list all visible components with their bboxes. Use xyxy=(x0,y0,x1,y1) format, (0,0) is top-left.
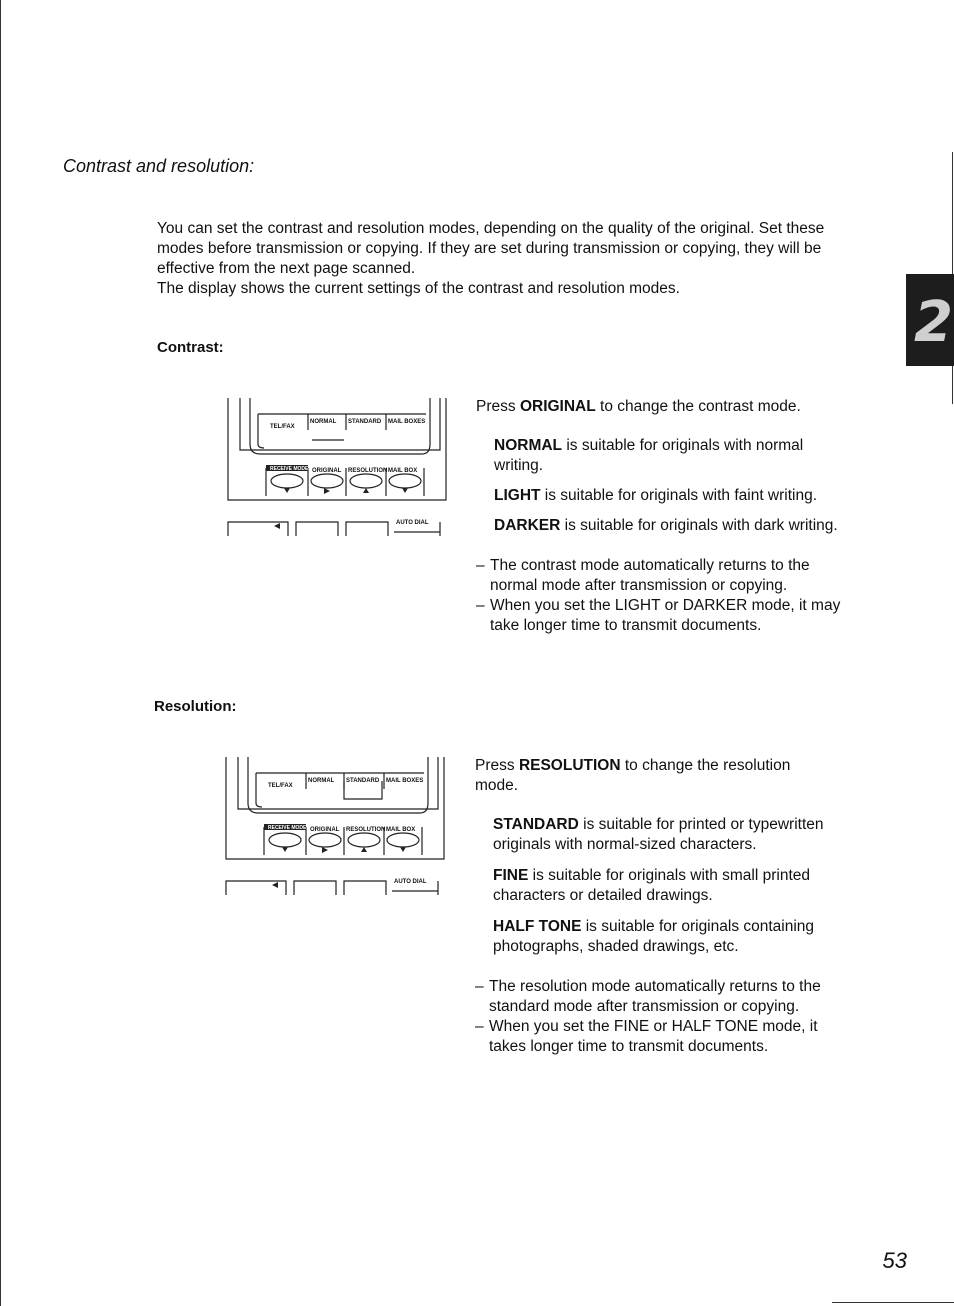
mail-box-label: MAIL BOX xyxy=(386,827,416,833)
intro-text xyxy=(157,219,869,299)
contrast-mode-list xyxy=(494,436,844,536)
contrast-mode-normal: NORMAL is suitable for originals with normal writing. xyxy=(494,437,804,474)
resolution-mode-standard: STANDARD is suitable for printed or typewritten originals with normal-sized characters. xyxy=(493,816,824,853)
resolution-press-suffix: to change the resolution mode. xyxy=(475,757,791,794)
mail-boxes-label: MAIL BOXES xyxy=(386,778,424,784)
receive-mode-label: RECEIVE MODE xyxy=(270,466,309,472)
normal-label: NORMAL xyxy=(310,419,337,425)
resolution-mode-halftone: HALF TONE is suitable for originals containing photographs, shaded drawings, etc. xyxy=(493,918,815,955)
tel-fax-label: TEL/FAX xyxy=(270,424,295,430)
auto-dial-label: AUTO DIAL xyxy=(396,520,429,526)
resolution-press-key: RESOLUTION xyxy=(518,757,621,774)
intro-paragraph-1: You can set the contrast and resolution modes, depending on the quality of the original. Set these modes before transmission or copying. If they are set during transmission or copying, they will be effective from the next page scanned. xyxy=(157,220,825,277)
contrast-heading: Contrast: xyxy=(157,339,224,356)
resolution-press-line xyxy=(475,756,825,796)
section-title: Contrast and resolution: xyxy=(63,156,255,176)
page-edge-bottom xyxy=(832,1302,954,1303)
resolution-note-1: – The resolution mode automatically returns to the standard mode after transmission or copying. xyxy=(475,978,821,1015)
contrast-note-2: – When you set the LIGHT or DARKER mode, it may take longer time to transmit documents. xyxy=(476,597,841,634)
intro-paragraph-2: The display shows the current settings of the contrast and resolution modes. xyxy=(157,280,680,297)
contrast-press-key: ORIGINAL xyxy=(519,398,596,415)
tel-fax-label: TEL/FAX xyxy=(268,783,293,789)
contrast-description xyxy=(476,397,856,636)
resolution-description xyxy=(475,756,860,1057)
original-label: ORIGINAL xyxy=(312,468,342,474)
contrast-press-line xyxy=(476,397,856,417)
contrast-notes xyxy=(476,556,846,636)
resolution-mode-fine: FINE is suitable for originals with small printed characters or detailed drawings. xyxy=(493,867,811,904)
contrast-mode-darker: DARKER is suitable for originals with dark writing. xyxy=(494,517,838,534)
resolution-panel-diagram xyxy=(224,755,448,895)
contrast-panel-diagram xyxy=(226,396,450,536)
contrast-panel-svg xyxy=(226,396,450,536)
resolution-panel-svg xyxy=(224,755,448,895)
resolution-note-2: – When you set the FINE or HALF TONE mode, it takes longer time to transmit documents. xyxy=(475,1018,818,1055)
resolution-press-prefix: Press xyxy=(475,757,519,774)
normal-label: NORMAL xyxy=(308,778,335,784)
mail-box-label: MAIL BOX xyxy=(388,468,418,474)
original-label: ORIGINAL xyxy=(310,827,340,833)
receive-mode-label: RECEIVE MODE xyxy=(268,825,307,831)
chapter-tab xyxy=(906,274,954,366)
chapter-tab-number: 2 xyxy=(914,290,953,355)
auto-dial-label: AUTO DIAL xyxy=(394,879,427,885)
standard-label: STANDARD xyxy=(348,419,382,425)
resolution-label: RESOLUTION xyxy=(346,827,386,833)
contrast-press-prefix: Press xyxy=(476,398,520,415)
page-edge-left xyxy=(0,0,1,1306)
contrast-mode-light: LIGHT is suitable for originals with faint writing. xyxy=(494,487,818,504)
standard-label: STANDARD xyxy=(346,778,380,784)
resolution-notes xyxy=(475,977,850,1057)
resolution-heading: Resolution: xyxy=(154,698,237,715)
mail-boxes-label: MAIL BOXES xyxy=(388,419,426,425)
resolution-mode-list xyxy=(493,815,855,957)
resolution-label: RESOLUTION xyxy=(348,468,388,474)
contrast-press-suffix: to change the contrast mode. xyxy=(595,398,801,415)
page-number: 53 xyxy=(882,1248,907,1273)
contrast-note-1: – The contrast mode automatically returns to the normal mode after transmission or copying. xyxy=(476,557,810,594)
